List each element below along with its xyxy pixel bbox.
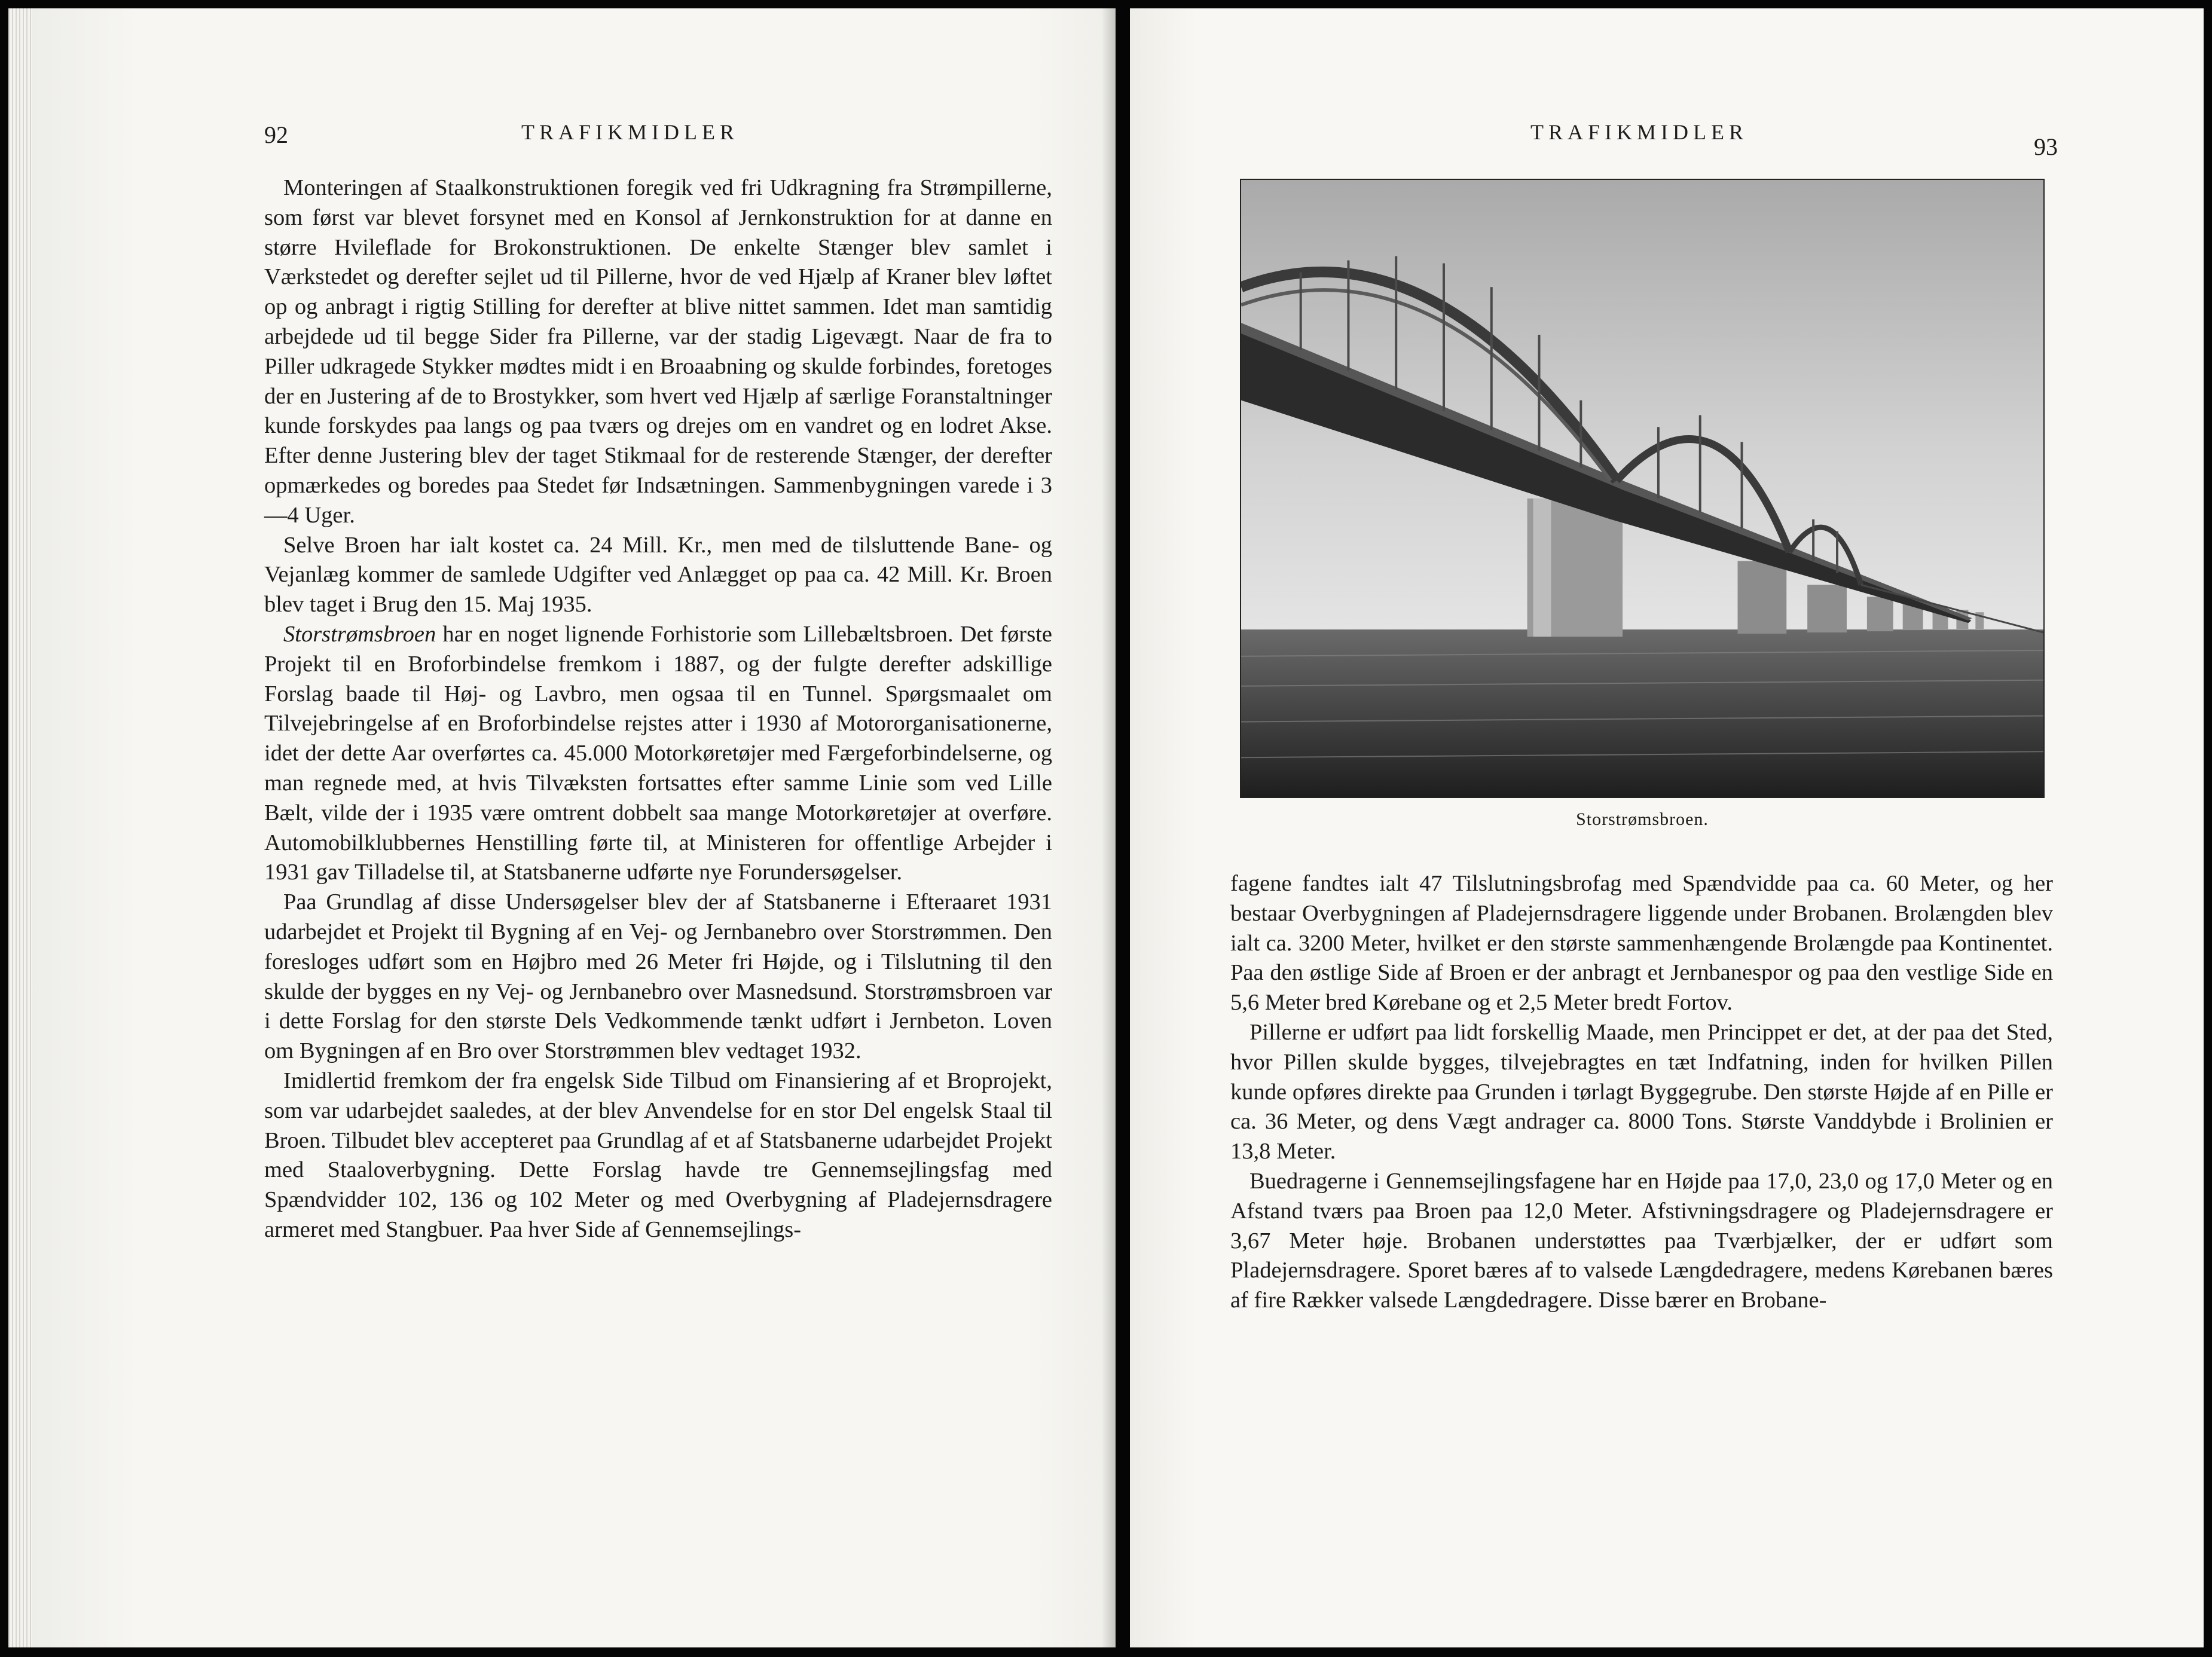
page-number: 93: [2034, 133, 2058, 160]
paragraph: fagene fandtes ialt 47 Tilslutningsbrofag med Spændvidde paa ca. 60 Meter, og her bestaar Overbygningen af Pladejernsdragere liggende under Brobanen. Brolængden blev ialt ca. 3200 Meter, hvilket er den største sammenhængende Brolængde paa Kontinentet. Paa den østlige Side af Broen er der anbragt et Jernbanespor og paa den vestlige Side en 5,6 Meter bred Kørebane og et 2,5 Meter bredt Fortov.: [1230, 871, 2053, 1016]
page-edges: [8, 8, 32, 1647]
running-head: TRAFIKMIDLER: [1530, 120, 1748, 144]
right-page: [1130, 8, 2204, 1647]
paragraph: Monteringen af Staalkonstruktionen foregik ved fri Udkragning fra Strømpillerne, som først var blevet forsynet med en Konsol af Jernkonstruktion for at danne en større Hvileflade for Brokonstruktionen. De enkelte Stænger blev samlet i Værkstedet og derefter sejlet ud til Pillerne, hvor de ved Hjælp af Kraner blev løftet op og anbragt i rigtig Stilling for derefter at blive nittet sammen. Idet man samtidig arbejdede ud til begge Sider fra Pillerne, var der stadig Ligevægt. Naar de fra to Piller udkragede Stykker mødtes midt i en Broaabning og skulde forbindes, foretoges der en Justering af de to Brostykker, som hvert ved Hjælp af særlige Foranstaltninger kunde forskydes paa langs og paa tværs og drejes om en vandret og en lodret Akse. Efter denne Justering blev der taget Stikmaal for de resterende Stænger, der derefter opmærkedes og boredes paa Stedet før Indsætningen. Sammenbygningen varede i 3—4 Uger.: [264, 175, 1052, 528]
paragraph: [264, 620, 1052, 888]
paragraph: Pillerne er udført paa lidt forskellig Maade, men Princippet er det, at der paa det Sted, hvor Pillen skulde bygges, tilvejebragtes en tæt Indfatning, inden for hvilken Pillen kunde opføres direkte paa Grunden i tørlagt Byggegrube. Den største Højde af en Pille er ca. 36 Meter, og dens Vægt andrager ca. 8000 Tons. Største Vanddybde i Brolinien er 13,8 Meter.: [1230, 1019, 2053, 1164]
paragraph: Paa Grundlag af disse Undersøgelser blev der af Statsbanerne i Efteraaret 1931 udarbejdet et Projekt til Bygning af en Vej- og Jernbanebro over Storstrømmen. Den foresloges udført som en Højbro med 26 Meter fri Højde, og i Tilslutning til den skulde der bygges en ny Vej- og Jernbanebro over Masnedsund. Storstrømsbroen var i dette Forslag for den største Dels Vedkommende tænkt udført i Jernbeton. Loven om Bygningen af en Bro over Storstrømmen blev vedtaget 1932.: [264, 889, 1052, 1064]
page-number: 92: [264, 121, 288, 148]
paragraph: Buedragerne i Gennemsejlingsfagene har en Højde paa 17,0, 23,0 og 17,0 Meter og en Afstand tværs paa Broen paa 12,0 Meter. Afstivningsdragere og Pladejernsdragere er 3,67 Meter høje. Brobanen understøttes paa Tværbjælker, der er udført som Pladejernsdragere. Sporet bæres af to valsede Længdedragere, medens Kørebanen bæres af fire Rækker valsede Længdedragere. Disse bærer en Brobane-: [1230, 1168, 2053, 1313]
paragraph-text: har en noget lignende Forhistorie som Lillebæltsbroen. Det første Projekt til en Broforbindelse fremkom i 1887, og der fulgte derefter adskillige Forslag baade til Høj- og Lavbro, men ogsaa til en Tunnel. Spørgsmaalet om Tilvejebringelse af en Broforbindelse rejstes atter i 1930 af Motororganisationerne, idet der dette Aar overførtes ca. 45.000 Motorkøretøjer med Færgeforbindelserne, og man regnede med, at hvis Tilvæksten fortsattes efter samme Linie som ved Lille Bælt, vilde der i 1935 være omtrent dobbelt saa mange Motorkøretøjer at overføre. Automobilklubbernes Henstilling førte til, at Ministeren for offentlige Arbejder i 1931 gav Tilladelse til, at Statsbanerne udførte nye Forundersøgelser.: [264, 621, 1053, 885]
italic-lead: Storstrømsbroen: [283, 621, 436, 647]
left-page: [8, 8, 1116, 1647]
bridge-illustration: [1241, 180, 2043, 797]
running-head: TRAFIKMIDLER: [521, 120, 739, 144]
figure-caption: Storstrømsbroen.: [1576, 809, 1709, 829]
paragraph: Imidlertid fremkom der fra engelsk Side Tilbud om Finansiering af et Broprojekt, som var udarbejdet saaledes, at der blev Anvendelse for en stor Del engelsk Staal til Broen. Tilbudet blev accepteret paa Grundlag af et af Statsbanerne udarbejdet Projekt med Staaloverbygning. Dette Forslag havde tre Gennemsejlingsfag med Spændvidder 102, 136 og 102 Meter og med Overbygning af Pladejernsdragere armeret med Stangbuer. Paa hver Side af Gennemsejlings-: [264, 1068, 1052, 1242]
spine-shadow: [1101, 8, 1116, 1647]
body-text: [1230, 869, 2053, 1316]
body-text: [264, 173, 1052, 1245]
bridge-photo: [1240, 179, 2045, 798]
paragraph: Selve Broen har ialt kostet ca. 24 Mill. Kr., men med de tilsluttende Bane- og Vejanlæg kommer de samlede Udgifter ved Anlægget op paa ca. 42 Mill. Kr. Broen blev taget i Brug den 15. Maj 1935.: [264, 532, 1052, 617]
